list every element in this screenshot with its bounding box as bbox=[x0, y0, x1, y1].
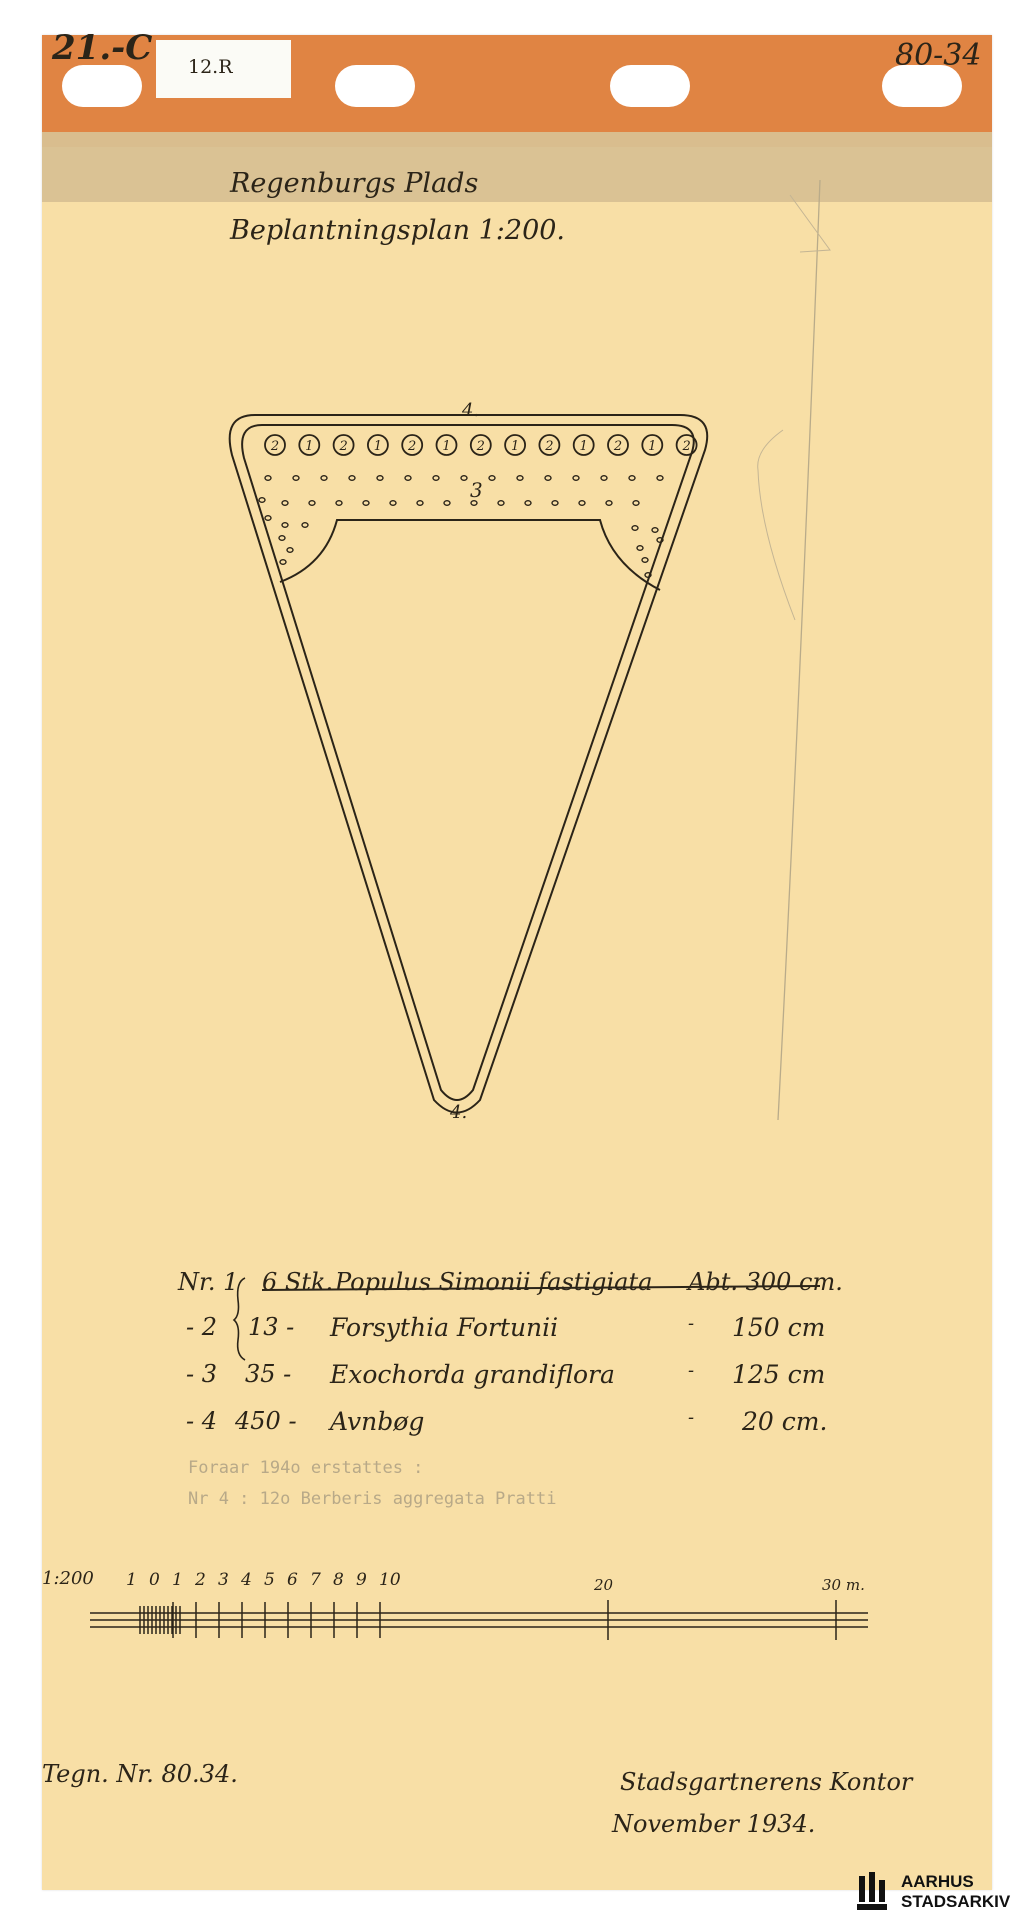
shrub-dot bbox=[349, 476, 355, 481]
legend-species: Forsythia Fortunii bbox=[330, 1313, 559, 1342]
scale-label-30: 30 m. bbox=[822, 1576, 865, 1594]
legend-nr: - 2 bbox=[186, 1313, 218, 1341]
scale-tick-label: 9 bbox=[356, 1570, 367, 1590]
shrub-dot bbox=[265, 516, 271, 521]
scale-label-20: 20 bbox=[594, 1576, 614, 1594]
scale-tick-label: 7 bbox=[310, 1570, 321, 1590]
shrub-dot bbox=[633, 501, 639, 506]
legend-species: Avnbøg bbox=[330, 1407, 425, 1436]
shrub-dot bbox=[282, 501, 288, 506]
shrub-dot bbox=[573, 476, 579, 481]
shrub-dot bbox=[280, 560, 286, 565]
shrub-dot bbox=[461, 476, 467, 481]
shrub-dot bbox=[265, 476, 271, 481]
legend-size: 150 cm bbox=[732, 1313, 826, 1342]
shrub-dot bbox=[652, 528, 658, 533]
lawn-boundary bbox=[280, 520, 660, 590]
ditto-mark: - bbox=[688, 1407, 695, 1428]
shrub-dot bbox=[433, 476, 439, 481]
tree-number: 1 bbox=[510, 439, 520, 454]
legend-nr: - 3 bbox=[186, 1360, 218, 1388]
ditto-mark: - bbox=[688, 1360, 695, 1381]
pencil-mark bbox=[790, 195, 830, 252]
legend-nr: Nr. 1 bbox=[178, 1268, 239, 1296]
shrub-dot bbox=[629, 476, 635, 481]
shrub-dot bbox=[552, 501, 558, 506]
scale-tick-label: 8 bbox=[333, 1570, 344, 1590]
tab-right-code: 80-34 bbox=[895, 38, 982, 73]
plan-title: Regenburgs Plads bbox=[230, 168, 479, 199]
shrub-dot bbox=[302, 523, 308, 528]
legend-count: 13 - bbox=[248, 1313, 295, 1341]
legend-species: Populus Simonii fastigiata bbox=[335, 1268, 653, 1296]
scale-tick-label: 10 bbox=[379, 1570, 401, 1590]
tree-number: 2 bbox=[270, 439, 280, 454]
bottom-plant-label: 4. bbox=[450, 1102, 468, 1123]
tree-number: 1 bbox=[373, 439, 383, 454]
office-name: Stadsgartnerens Kontor bbox=[620, 1768, 913, 1796]
tree-row bbox=[265, 435, 697, 455]
scale-tick-label: 1 bbox=[172, 1570, 183, 1590]
row-plant-label: 3 bbox=[470, 478, 483, 502]
legend-size: Abt. 300 cm. bbox=[688, 1268, 843, 1296]
tree-number: 1 bbox=[442, 439, 451, 454]
shrub-dot bbox=[282, 523, 288, 528]
scale-tick-label: 5 bbox=[264, 1570, 275, 1590]
shrub-dot bbox=[517, 476, 523, 481]
shrub-dot bbox=[657, 476, 663, 481]
typed-note: Nr 4 : 12o Berberis aggregata Pratti bbox=[188, 1489, 557, 1509]
shrub-dot bbox=[637, 546, 643, 551]
shrub-dot bbox=[377, 476, 383, 481]
typed-note: Foraar 194o erstattes : bbox=[188, 1458, 424, 1478]
plan-subtitle: Beplantningsplan 1:200. bbox=[230, 215, 566, 246]
top-plant-label: 4. bbox=[462, 400, 480, 421]
aarhus-stadsarkiv-logo bbox=[855, 1870, 1015, 1914]
tree-number: 1 bbox=[305, 439, 314, 454]
scale-tick-label: 3 bbox=[218, 1570, 229, 1590]
logo-line-1: AARHUS bbox=[901, 1872, 974, 1891]
shrub-dot bbox=[309, 501, 315, 506]
shrub-dot bbox=[287, 548, 293, 553]
tree-number: 2 bbox=[613, 439, 623, 454]
shrub-dot bbox=[293, 476, 299, 481]
tree-number: 2 bbox=[682, 439, 691, 454]
shrub-dot bbox=[279, 536, 285, 541]
legend-count: 450 - bbox=[235, 1407, 297, 1435]
tree-number: 2 bbox=[545, 439, 554, 454]
scale-tick-label: 6 bbox=[287, 1570, 298, 1590]
tree-number: 2 bbox=[408, 439, 417, 454]
shrub-dot bbox=[579, 501, 585, 506]
shrub-dot bbox=[606, 501, 612, 506]
pencil-mark bbox=[758, 430, 795, 620]
shrub-dot bbox=[321, 476, 327, 481]
shrub-dot bbox=[601, 476, 607, 481]
tree-number: 1 bbox=[579, 439, 588, 454]
shrub-dot bbox=[525, 501, 531, 506]
bed-inner-border bbox=[242, 425, 694, 1100]
shrub-dot bbox=[444, 501, 450, 506]
tab-left-code: 21.-C bbox=[52, 28, 153, 68]
shrub-dot bbox=[390, 501, 396, 506]
plan-date: November 1934. bbox=[612, 1810, 816, 1838]
legend-count: 6 Stk. bbox=[262, 1268, 334, 1296]
scale-ratio: 1:200 bbox=[42, 1568, 94, 1589]
shrub-dot bbox=[545, 476, 551, 481]
legend-nr: - 4 bbox=[186, 1407, 218, 1435]
scale-tick-label: 2 bbox=[195, 1570, 206, 1590]
shrub-dot bbox=[642, 558, 648, 563]
pencil-guide-line bbox=[778, 180, 820, 1120]
ditto-mark: - bbox=[688, 1313, 695, 1334]
legend-size: 125 cm bbox=[732, 1360, 826, 1389]
scale-tick-label: 0 bbox=[149, 1570, 160, 1590]
tree-number: 2 bbox=[339, 439, 348, 454]
scale-tick-label: 4 bbox=[241, 1570, 252, 1590]
shrub-dot bbox=[417, 501, 423, 506]
tree-number: 1 bbox=[648, 439, 657, 454]
archive-logo-icon bbox=[855, 1870, 895, 1914]
logo-line-2: STADSARKIV bbox=[901, 1892, 1011, 1911]
shrub-dot bbox=[336, 501, 342, 506]
shrub-dot bbox=[498, 501, 504, 506]
shrub-dot bbox=[405, 476, 411, 481]
drawing-number: Tegn. Nr. 80.34. bbox=[42, 1760, 238, 1788]
scale-tick-label: 1 bbox=[126, 1570, 137, 1590]
tab-card-code: 12.R bbox=[188, 56, 233, 78]
shrub-dot bbox=[489, 476, 495, 481]
legend-species: Exochorda grandiflora bbox=[330, 1360, 615, 1389]
shrub-dot bbox=[632, 526, 638, 531]
shrub-dot bbox=[363, 501, 369, 506]
legend-size: 20 cm. bbox=[742, 1407, 828, 1436]
shrub-dot bbox=[259, 498, 265, 503]
legend-count: 35 - bbox=[245, 1360, 292, 1388]
tree-number: 2 bbox=[476, 439, 485, 454]
